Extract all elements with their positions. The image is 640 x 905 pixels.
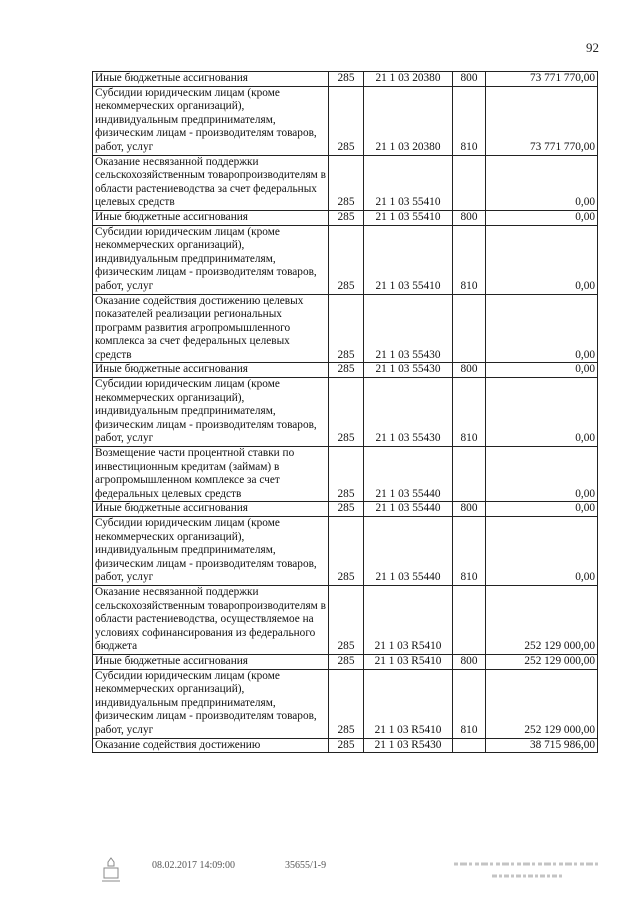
cell-admin-code: 285: [329, 585, 364, 654]
table-row: [93, 363, 598, 378]
cell-name: Иные бюджетные ассигнования: [93, 502, 329, 517]
cell-amount: 252 129 000,00: [486, 585, 598, 654]
cell-name: Оказание несвязанной поддержки сельскохозяйственным товаропроизводителям в области растениеводства, осуществляемое на условиях софинансирования из федерального бюджета: [93, 585, 329, 654]
cell-admin-code: 285: [329, 669, 364, 738]
cell-name: Субсидии юридическим лицам (кроме некоммерческих организаций), индивидуальным предпринимателям, физическим лицам - производителям товаров, работ, услуг: [93, 225, 329, 294]
cell-amount: 73 771 770,00: [486, 72, 598, 87]
watermark-stamp: [452, 858, 602, 888]
table-row: [93, 517, 598, 586]
cell-name: Иные бюджетные ассигнования: [93, 210, 329, 225]
cell-target-code: 21 1 03 20380: [364, 86, 453, 155]
cell-amount: 0,00: [486, 363, 598, 378]
cell-amount: 252 129 000,00: [486, 669, 598, 738]
cell-admin-code: 285: [329, 86, 364, 155]
table-row: [93, 502, 598, 517]
cell-target-code: 21 1 03 55410: [364, 225, 453, 294]
cell-expense-type: 810: [453, 378, 486, 447]
table-row: [93, 654, 598, 669]
cell-target-code: 21 1 03 55410: [364, 210, 453, 225]
cell-target-code: 21 1 03 R5410: [364, 585, 453, 654]
table-row: [93, 585, 598, 654]
cell-admin-code: 285: [329, 378, 364, 447]
table-row: [93, 225, 598, 294]
cell-target-code: 21 1 03 55440: [364, 447, 453, 502]
cell-name: Оказание несвязанной поддержки сельскохозяйственным товаропроизводителям в области растениеводства за счет федеральных целевых средств: [93, 155, 329, 210]
cell-admin-code: 285: [329, 502, 364, 517]
cell-name: Оказание содействия достижению целевых показателей реализации региональных программ развития агропромышленного комплекса за счет федеральных целевых средств: [93, 294, 329, 363]
cell-amount: 73 771 770,00: [486, 86, 598, 155]
cell-target-code: 21 1 03 R5410: [364, 654, 453, 669]
cell-target-code: 21 1 03 20380: [364, 72, 453, 87]
cell-name: Оказание содействия достижению: [93, 738, 329, 753]
footer-doc-id: 35655/1-9: [285, 860, 327, 871]
budget-table: [92, 71, 598, 753]
cell-expense-type: [453, 738, 486, 753]
cell-admin-code: 285: [329, 517, 364, 586]
cell-admin-code: 285: [329, 654, 364, 669]
page-footer: [0, 858, 640, 898]
table-row: [93, 210, 598, 225]
cell-name: Иные бюджетные ассигнования: [93, 363, 329, 378]
table-row: [93, 669, 598, 738]
cell-expense-type: 800: [453, 363, 486, 378]
cell-admin-code: 285: [329, 294, 364, 363]
table-row: [93, 294, 598, 363]
cell-expense-type: 810: [453, 517, 486, 586]
cell-name: Субсидии юридическим лицам (кроме некоммерческих организаций), индивидуальным предпринимателям, физическим лицам - производителям товаров, работ, услуг: [93, 669, 329, 738]
cell-target-code: 21 1 03 R5430: [364, 738, 453, 753]
cell-admin-code: 285: [329, 210, 364, 225]
seal-icon: [100, 856, 122, 884]
cell-name: Субсидии юридическим лицам (кроме некоммерческих организаций), индивидуальным предпринимателям, физическим лицам - производителям товаров, работ, услуг: [93, 378, 329, 447]
cell-target-code: 21 1 03 55440: [364, 517, 453, 586]
cell-amount: 0,00: [486, 155, 598, 210]
cell-expense-type: [453, 294, 486, 363]
table-row: [93, 738, 598, 753]
cell-target-code: 21 1 03 55430: [364, 363, 453, 378]
cell-amount: 0,00: [486, 210, 598, 225]
cell-expense-type: [453, 447, 486, 502]
budget-table-body: [93, 72, 598, 753]
cell-amount: 0,00: [486, 447, 598, 502]
cell-target-code: 21 1 03 R5410: [364, 669, 453, 738]
cell-amount: 0,00: [486, 294, 598, 363]
cell-target-code: 21 1 03 55410: [364, 155, 453, 210]
cell-admin-code: 285: [329, 738, 364, 753]
cell-expense-type: [453, 155, 486, 210]
table-row: [93, 155, 598, 210]
cell-admin-code: 285: [329, 447, 364, 502]
cell-expense-type: 800: [453, 210, 486, 225]
cell-amount: 0,00: [486, 225, 598, 294]
cell-admin-code: 285: [329, 225, 364, 294]
cell-target-code: 21 1 03 55430: [364, 294, 453, 363]
cell-expense-type: 800: [453, 72, 486, 87]
cell-admin-code: 285: [329, 155, 364, 210]
cell-name: Иные бюджетные ассигнования: [93, 654, 329, 669]
cell-amount: 0,00: [486, 517, 598, 586]
cell-admin-code: 285: [329, 72, 364, 87]
cell-expense-type: 800: [453, 502, 486, 517]
cell-amount: 0,00: [486, 378, 598, 447]
cell-admin-code: 285: [329, 363, 364, 378]
cell-name: Иные бюджетные ассигнования: [93, 72, 329, 87]
cell-amount: 252 129 000,00: [486, 654, 598, 669]
page-number: 92: [586, 40, 599, 55]
cell-amount: 38 715 986,00: [486, 738, 598, 753]
cell-amount: 0,00: [486, 502, 598, 517]
table-row: [93, 447, 598, 502]
cell-expense-type: 810: [453, 669, 486, 738]
table-row: [93, 378, 598, 447]
footer-date: 08.02.2017 14:09:00: [152, 860, 236, 871]
cell-target-code: 21 1 03 55440: [364, 502, 453, 517]
cell-expense-type: [453, 585, 486, 654]
cell-name: Возмещение части процентной ставки по инвестиционным кредитам (займам) в агропромышленном комплексе за счет федеральных целевых средств: [93, 447, 329, 502]
cell-target-code: 21 1 03 55430: [364, 378, 453, 447]
cell-name: Субсидии юридическим лицам (кроме некоммерческих организаций), индивидуальным предпринимателям, физическим лицам - производителям товаров, работ, услуг: [93, 86, 329, 155]
cell-expense-type: 810: [453, 225, 486, 294]
cell-expense-type: 800: [453, 654, 486, 669]
table-row: [93, 86, 598, 155]
cell-name: Субсидии юридическим лицам (кроме некоммерческих организаций), индивидуальным предпринимателям, физическим лицам - производителям товаров, работ, услуг: [93, 517, 329, 586]
table-row: [93, 72, 598, 87]
cell-expense-type: 810: [453, 86, 486, 155]
